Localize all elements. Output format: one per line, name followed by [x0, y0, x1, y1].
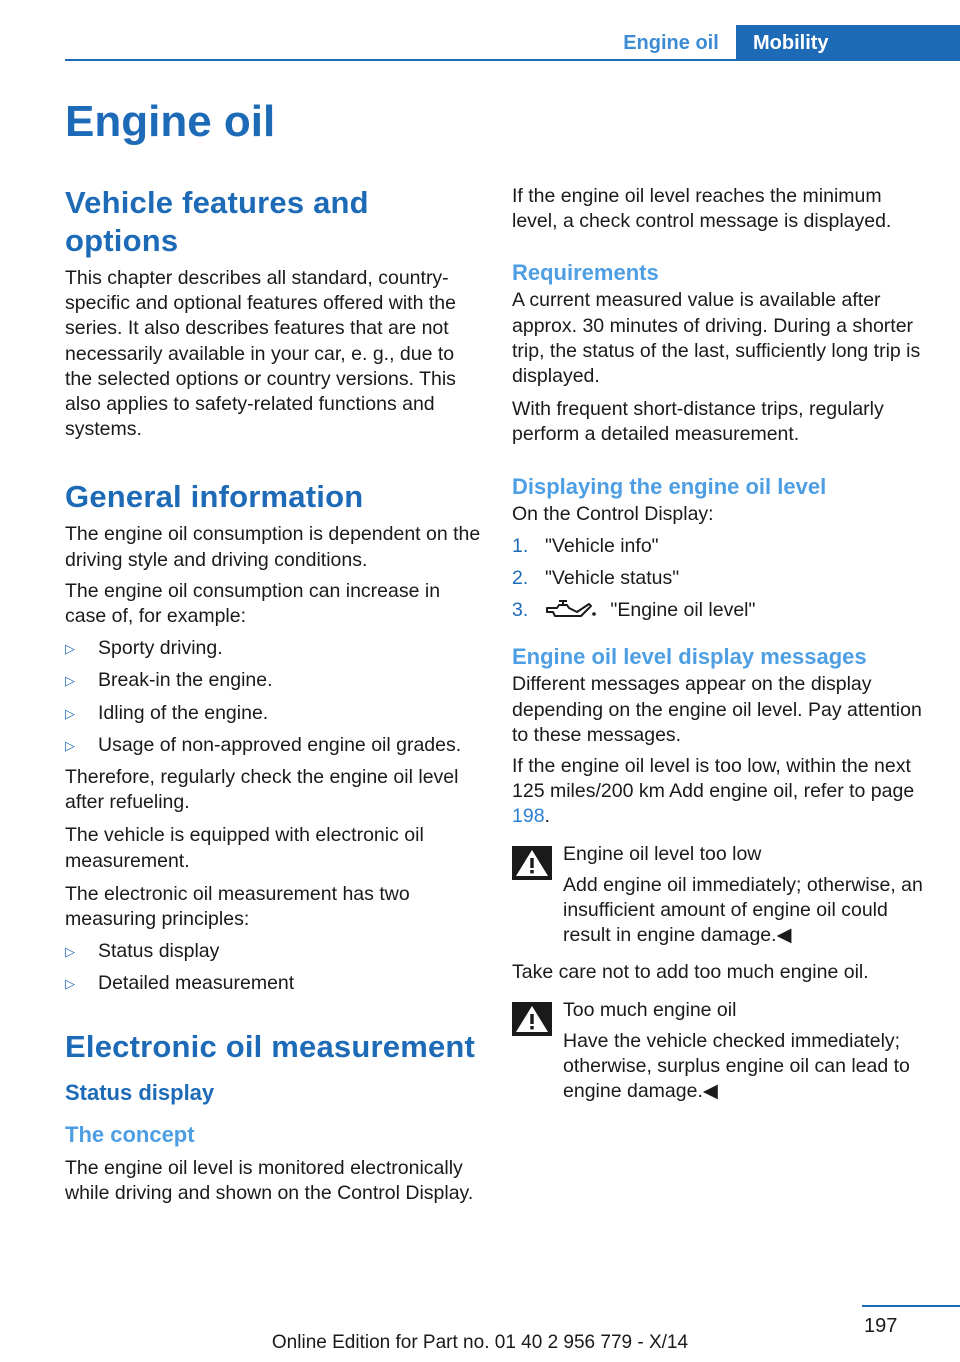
warning-title: Too much engine oil: [563, 998, 737, 1021]
heading-vehicle-features: Vehicle features and options: [65, 185, 369, 258]
list-item: [512, 534, 927, 559]
oil-can-icon: [545, 600, 597, 622]
list-item: ▷ Idling of the engine.: [65, 701, 485, 726]
right-column: [512, 184, 927, 1104]
warning-icon: [512, 846, 552, 880]
heading-the-concept: The concept: [65, 1121, 195, 1147]
footer-rule: [862, 1305, 960, 1307]
paragraph-minimum-level: If the engine oil level reaches the minimum level, a check control message is displayed.: [512, 185, 892, 233]
list-item: ▷ Detailed measurement: [65, 971, 485, 996]
paragraph-messages-2: If the engine oil level is too low, within the next 125 miles/200 km Add engine oil, refer to page 198.: [512, 755, 915, 828]
warning-oil-too-low: [512, 842, 927, 949]
paragraph-on-control-display: On the Control Display:: [512, 502, 714, 525]
warning-too-much-oil: [512, 998, 927, 1105]
step-text: "Engine oil level": [610, 599, 756, 622]
list-item: ▷ Break-in the engine.: [65, 668, 485, 693]
page-reference-link[interactable]: 198: [512, 805, 545, 828]
paragraph-concept: The engine oil level is monitored electronically while driving and shown on the Control Display.: [65, 1156, 474, 1204]
list-item: [512, 598, 927, 623]
warning-title: Engine oil level too low: [563, 842, 762, 865]
list-item: ▷ Sporty driving.: [65, 636, 485, 661]
warning-text: Have the vehicle checked immediately; otherwise, surplus engine oil can lead to engine damage.◀: [563, 1029, 910, 1103]
warning-text: Add engine oil immediately; otherwise, an insufficient amount of engine oil could result in engine damage.◀: [563, 873, 923, 947]
heading-electronic-oil-measurement: Electronic oil measurement: [65, 1028, 476, 1064]
step-text: "Vehicle status": [545, 567, 680, 590]
list-item: [512, 566, 927, 591]
paragraph-general-3: Therefore, regularly check the engine oil level after refueling.: [65, 766, 459, 814]
bullet-list-consumption: [65, 636, 485, 758]
paragraph-general-2: The engine oil consumption can increase in case of, for example:: [65, 579, 441, 628]
header-rule: [65, 59, 960, 61]
step-text: "Vehicle info": [545, 534, 659, 557]
heading-display-messages: Engine oil level display messages: [512, 644, 867, 670]
page-title: Engine oil: [65, 97, 276, 146]
paragraph-requirements-2: With frequent short-distance trips, regularly perform a detailed measurement.: [512, 398, 884, 446]
steps-list: [512, 534, 927, 624]
warning-icon: [512, 1002, 552, 1036]
page-number: 197: [864, 1315, 898, 1337]
step-number: 3.: [512, 599, 529, 622]
paragraph-general-4: The vehicle is equipped with electronic oil measurement.: [65, 824, 424, 872]
header-chapter-tab: Mobility: [736, 25, 960, 61]
paragraph-features: This chapter describes all standard, country-specific and optional features offered with the series. It also describes features that are not necessarily available in your car, e. g., due to the selected options or country versions. This also applies to safety-related functions and systems.: [65, 267, 456, 441]
left-column: [65, 184, 485, 1206]
header-section-tab: Engine oil: [623, 31, 719, 54]
footer-edition: Online Edition for Part no. 01 40 2 956 779 - X/14: [271, 1332, 689, 1353]
paragraph-messages-1: Different messages appear on the display depending on the engine oil level. Pay attention to these messages.: [512, 673, 922, 746]
heading-status-display: Status display: [65, 1079, 215, 1105]
step-number: 2.: [512, 567, 529, 590]
step-number: 1.: [512, 534, 529, 557]
paragraph-general-1: The engine oil consumption is dependent on the driving style and driving conditions.: [65, 523, 481, 571]
paragraph-general-5: The electronic oil measurement has two measuring principles:: [65, 882, 410, 931]
heading-general-information: General information: [65, 479, 364, 515]
list-item: ▷ Status display: [65, 939, 485, 964]
paragraph-requirements-1: A current measured value is available after approx. 30 minutes of driving. During a shorter trip, the status of the last, sufficiently long trip is displayed.: [512, 289, 921, 388]
paragraph-take-care: Take care not to add too much engine oil.: [512, 961, 869, 984]
heading-requirements: Requirements: [512, 260, 659, 286]
bullet-list-principles: [65, 939, 485, 996]
heading-displaying-oil-level: Displaying the engine oil level: [512, 473, 827, 499]
list-item: ▷ Usage of non-approved engine oil grades.: [65, 733, 485, 758]
